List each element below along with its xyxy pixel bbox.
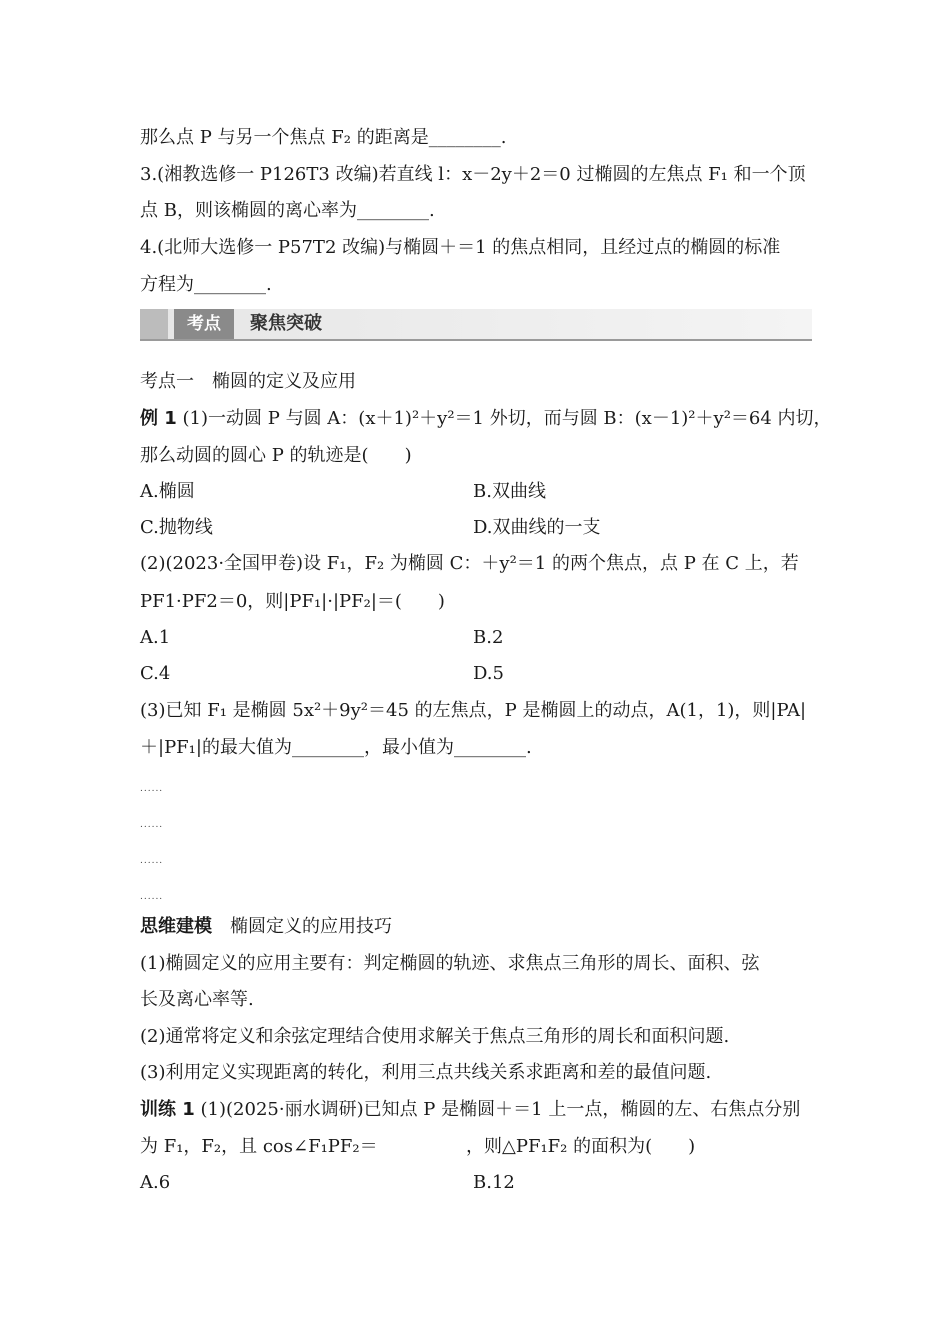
question-4-line-2: 方程为________. [140,274,272,295]
method-line-3: (2)通常将定义和余弦定理结合使用求解关于焦点三角形的周长和面积问题. [140,1026,730,1047]
option-b: B.2 [473,627,504,648]
example-1-line-1 [140,404,832,434]
options-row [140,513,812,543]
example-1-part-2-line-2: PF1·PF2＝0，则|PF₁|·|PF₂|＝( ) [140,591,445,612]
option-a: A.6 [140,1172,171,1193]
method-label: 思维建模 [140,916,212,937]
option-b: B.12 [473,1172,515,1193]
practice-1-line-2 [140,1132,812,1162]
option-a: A.1 [140,627,171,648]
option-a: A.椭圆 [140,481,195,502]
banner-accent [140,309,168,339]
option-d: D.5 [473,663,504,684]
option-c: C.4 [140,663,171,684]
practice-text-b: ，则△PF₁F₂ 的面积为( ) [466,1136,696,1157]
practice-text-a: 为 F₁，F₂，且 cos∠F₁PF₂＝ [140,1136,378,1157]
options-row [140,1168,812,1198]
answer-dots: ...... [140,892,164,902]
example-1-part-3-line-1: (3)已知 F₁ 是椭圆 5x²＋9y²＝45 的左焦点，P 是椭圆上的动点，A(1，1)，则|PA| [140,700,807,721]
question-4-line-1: 4.(北师大选修一 P57T2 改编)与椭圆＋＝1 的焦点相同，且经过点的椭圆的标准 [140,237,781,258]
answer-dots: ...... [140,856,164,866]
banner-title: 聚焦突破 [250,313,322,334]
text-line: 那么点 P 与另一个焦点 F₂ 的距离是________. [140,127,507,148]
option-b: B.双曲线 [473,481,546,502]
example-label: 例 1 [140,408,177,429]
example-1-line-2: 那么动圆的圆心 P 的轨迹是( ) [140,445,412,466]
method-heading [140,912,812,942]
option-c: C.抛物线 [140,517,213,538]
practice-1-line-1 [140,1095,812,1125]
example-1-part-3-line-2: ＋|PF₁|的最大值为________，最小值为________. [140,737,532,758]
example-text: (1)一动圆 P 与圆 A：(x＋1)²＋y²＝1 外切，而与圆 B：(x－1)²＋y²＝64 内切， [176,408,832,429]
banner-tab: 考点 [174,309,234,339]
answer-dots: ...... [140,784,164,794]
practice-label: 训练 1 [140,1099,195,1120]
options-row [140,659,812,689]
example-1-part-2-line-1: (2)(2023·全国甲卷)设 F₁，F₂ 为椭圆 C：＋y²＝1 的两个焦点，点 P 在 C 上，若 [140,553,799,574]
method-line-1: (1)椭圆定义的应用主要有：判定椭圆的轨迹、求焦点三角形的周长、面积、弦 [140,953,760,974]
method-line-2: 长及离心率等. [140,989,254,1010]
options-row [140,477,812,507]
options-row [140,623,812,653]
question-3-line-1: 3.(湘教选修一 P126T3 改编)若直线 l：x－2y＋2＝0 过椭圆的左焦点 F₁ 和一个顶 [140,164,806,185]
option-d: D.双曲线的一支 [473,517,601,538]
method-line-4: (3)利用定义实现距离的转化，利用三点共线关系求距离和差的最值问题. [140,1062,712,1083]
topic-heading: 考点一 椭圆的定义及应用 [140,371,356,392]
method-title: 椭圆定义的应用技巧 [212,916,392,937]
question-3-line-2: 点 B，则该椭圆的离心率为________. [140,200,435,221]
practice-text: (1)(2025·丽水调研)已知点 P 是椭圆＋＝1 上一点，椭圆的左、右焦点分别 [194,1099,801,1120]
answer-dots: ...... [140,820,164,830]
section-banner [140,309,812,341]
